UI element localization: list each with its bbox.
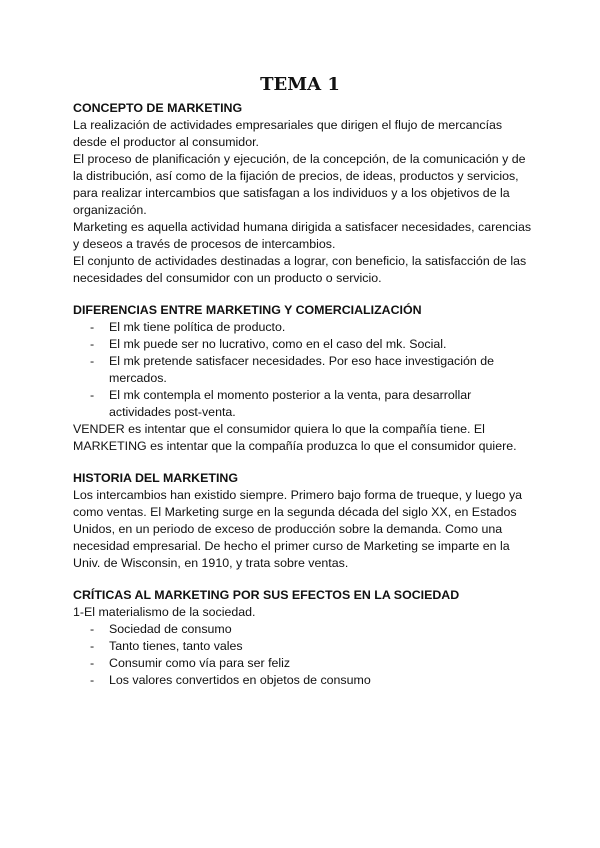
list-item: [73, 638, 533, 655]
list-item-text: El mk pretende satisfacer necesidades. Por eso hace investigación de mercados.: [109, 354, 495, 385]
list-item: [73, 336, 533, 353]
section-heading: HISTORIA DEL MARKETING: [73, 471, 238, 485]
bullet-dash: -: [90, 320, 95, 334]
bullet-dash: -: [90, 656, 95, 670]
bullet-dash: -: [90, 673, 95, 687]
paragraph: Los intercambios han existido siempre. Primero bajo forma de trueque, y luego ya como ventas. El Marketing surge en la segunda década del siglo XX, en Estados Unidos, en un periodo de exceso de producción sobre la demanda. Como una necesidad empresarial. De hecho el primer curso de Marketing se imparte en la Univ. de Wisconsin, en 1910, y trata sobre ventas.: [73, 488, 523, 570]
section-heading: DIFERENCIAS ENTRE MARKETING Y COMERCIALIZACIÓN: [73, 303, 422, 317]
document-body: [73, 100, 533, 704]
list-item: [73, 387, 533, 421]
paragraph: El proceso de planificación y ejecución, de la concepción, de la comunicación y de la distribución, así como de la fijación de precios, de ideas, productos y servicios, para realizar intercambios que satisfagan a los individuos y a los objetivos de la organización.: [73, 152, 526, 217]
list-item-text: Sociedad de consumo: [109, 622, 232, 636]
paragraph: 1-El materialismo de la sociedad.: [73, 605, 256, 619]
section-heading: CONCEPTO DE MARKETING: [73, 101, 243, 115]
list-item-text: El mk tiene política de producto.: [109, 320, 286, 334]
paragraph: Marketing es aquella actividad humana dirigida a satisfacer necesidades, carencias y deseos a través de procesos de intercambios.: [73, 220, 532, 251]
section-criticas: [73, 587, 533, 689]
list-item: [73, 319, 533, 336]
document-title: TEMA 1: [260, 74, 340, 95]
paragraph: VENDER es intentar que el consumidor quiera lo que la compañía tiene. El MARKETING es intentar que la compañía produzca lo que el consumidor quiere.: [73, 422, 517, 453]
paragraph: La realización de actividades empresariales que dirigen el flujo de mercancías desde el productor al consumidor.: [73, 118, 503, 149]
bullet-list: [73, 621, 533, 689]
bullet-list: [73, 319, 533, 421]
list-item: [73, 621, 533, 638]
list-item-text: Los valores convertidos en objetos de consumo: [109, 673, 371, 687]
list-item-text: Tanto tienes, tanto vales: [109, 639, 243, 653]
list-item: [73, 353, 533, 387]
list-item-text: Consumir como vía para ser feliz: [109, 656, 291, 670]
list-item-text: El mk puede ser no lucrativo, como en el caso del mk. Social.: [109, 337, 447, 351]
list-item-text: El mk contempla el momento posterior a la venta, para desarrollar actividades post-venta.: [109, 388, 472, 419]
bullet-dash: -: [90, 639, 95, 653]
paragraph: El conjunto de actividades destinadas a lograr, con beneficio, la satisfacción de las necesidades del consumidor con un producto o servicio.: [73, 254, 527, 285]
section-heading: CRÍTICAS AL MARKETING POR SUS EFECTOS EN LA SOCIEDAD: [73, 588, 460, 602]
bullet-dash: -: [90, 388, 95, 402]
bullet-dash: -: [90, 622, 95, 636]
bullet-dash: -: [90, 337, 95, 351]
bullet-dash: -: [90, 354, 95, 368]
section-historia: [73, 470, 533, 572]
list-item: [73, 672, 533, 689]
section-concepto: [73, 100, 533, 287]
list-item: [73, 655, 533, 672]
section-diferencias: [73, 302, 533, 455]
